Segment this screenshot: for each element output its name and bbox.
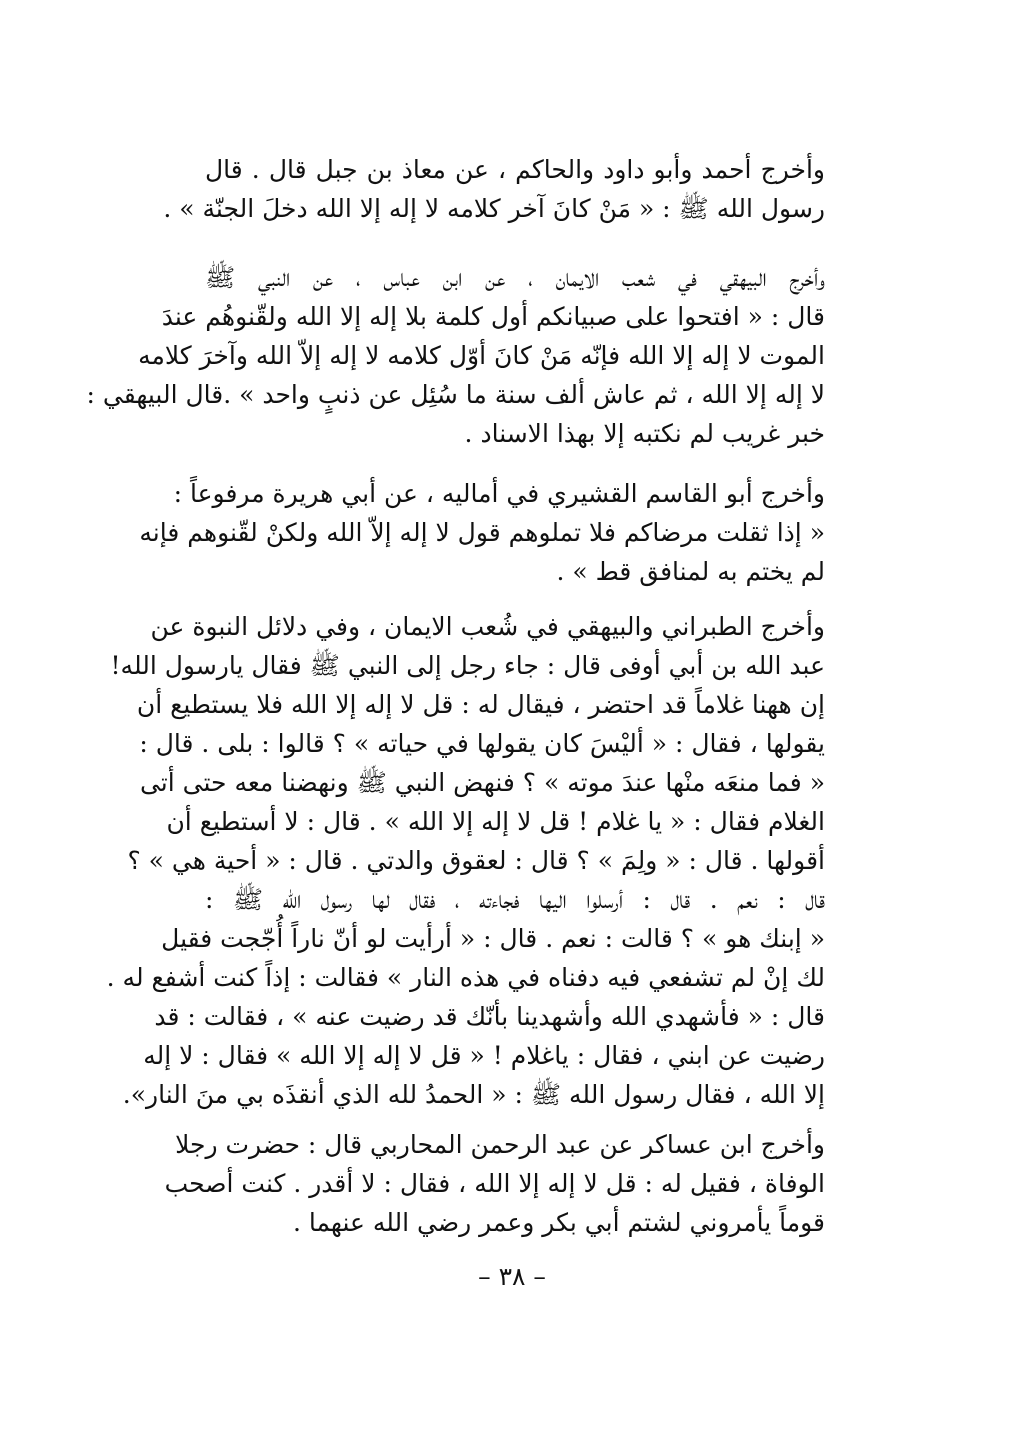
text-line: « إذا ثقلت مرضاكم فلا تملوهم قول لا إله إلاّ الله ولكنْ لقّنوهم فإنه xyxy=(139,518,825,547)
text-line: قال : نعم . قال : أرسلوا اليها فجاءته ، فقال لها رسول الله ﷺ : xyxy=(205,885,825,914)
text-line: قال : « افتحوا على صبيانكم أول كلمة بلا إله إلا الله ولقّنوهُم عندَ xyxy=(161,302,825,331)
text-line: قوماً يأمروني لشتم أبي بكر وعمر رضي الله عنهما . xyxy=(292,1208,825,1237)
text-line: رسول الله ﷺ : « مَنْ كانَ آخر كلامه لا إله إلا الله دخلَ الجنّة » . xyxy=(163,194,825,223)
paragraph-5 xyxy=(164,1125,825,1242)
text-line: أقولها . قال : « ولِمَ » ؟ قال : لعقوق والدتي . قال : « أحية هي » ؟ xyxy=(127,846,825,875)
text-line: « إبنك هو » ؟ قالت : نعم . قال : « أرأيت لو أنّ ناراً أُجّجت فقيل xyxy=(161,924,825,953)
text-line: قال : « فأشهدي الله وأشهدينا بأنّك قد رضيت عنه » ، فقالت : قد xyxy=(154,1002,825,1031)
text-line: رضيت عن ابني ، فقال : ياغلام ! « قل لا إله إلا الله » فقال : لا إله xyxy=(143,1041,825,1070)
text-line: خبر غريب لم نكتبه إلا بهذا الاسناد . xyxy=(464,419,825,448)
text-line: وأخرج ابن عساكر عن عبد الرحمن المحاربي قال : حضرت رجلا xyxy=(175,1130,825,1159)
paragraph-1 xyxy=(163,150,825,228)
text-line: لا إله إلا الله ، ثم عاش ألف سنة ما سُئِل عن ذنبٍ واحد » .قال البيهقي : xyxy=(86,380,825,409)
text-line: إن ههنا غلاماً قد احتضر ، فيقال له : قل لا إله إلا الله فلا يستطيع أن xyxy=(136,690,825,719)
text-line: لك إنْ لم تشفعي فيه دفناه في هذه النار » فقالت : إذاً كنت أشفع له . xyxy=(106,963,825,992)
paragraph-3 xyxy=(139,474,825,591)
text-line: الموت لا إله إلا الله فإنّه مَنْ كانَ أوّل كلامه لا إله إلاّ الله وآخرَ كلامه xyxy=(138,341,825,370)
text-line: إلا الله ، فقال رسول الله ﷺ : « الحمدُ لله الذي أنقذَه بي منَ النار». xyxy=(122,1080,825,1109)
text-line: الوفاة ، فقيل له : قل لا إله إلا الله ، فقال : لا أقدر . كنت أصحب xyxy=(164,1169,825,1198)
text-line: وأخرج أحمد وأبو داود والحاكم ، عن معاذ بن جبل قال . قال xyxy=(205,155,825,184)
text-line: عبد الله بن أبي أوفى قال : جاء رجل إلى النبي ﷺ فقال يارسول الله! xyxy=(110,651,825,680)
text-line: « فما منعَه منْها عندَ موته » ؟ فنهض النبي ﷺ ونهضنا معه حتى أتى xyxy=(139,768,825,797)
text-line: وأخرج البيهقي في شعب الايمان ، عن ابن عباس ، عن النبي ﷺ xyxy=(205,263,825,292)
text-line: وأخرج الطبراني والبيهقي في شُعب الايمان ، وفي دلائل النبوة عن xyxy=(150,612,825,641)
text-line: يقولها ، فقال : « أليْسَ كان يقولها في حياته » ؟ قالوا : بلى . قال : xyxy=(139,729,825,758)
text-line: لم يختم به لمنافق قط » . xyxy=(556,557,825,586)
paragraph-2 xyxy=(86,258,825,453)
page-number: – ٣٨ – xyxy=(478,1262,546,1291)
text-line: وأخرج أبو القاسم القشيري في أماليه ، عن أبي هريرة مرفوعاً : xyxy=(173,479,825,508)
text-line: الغلام فقال : « يا غلام ! قل لا إله إلا الله » . قال : لا أستطيع أن xyxy=(166,807,825,836)
paragraph-4 xyxy=(106,607,825,1114)
